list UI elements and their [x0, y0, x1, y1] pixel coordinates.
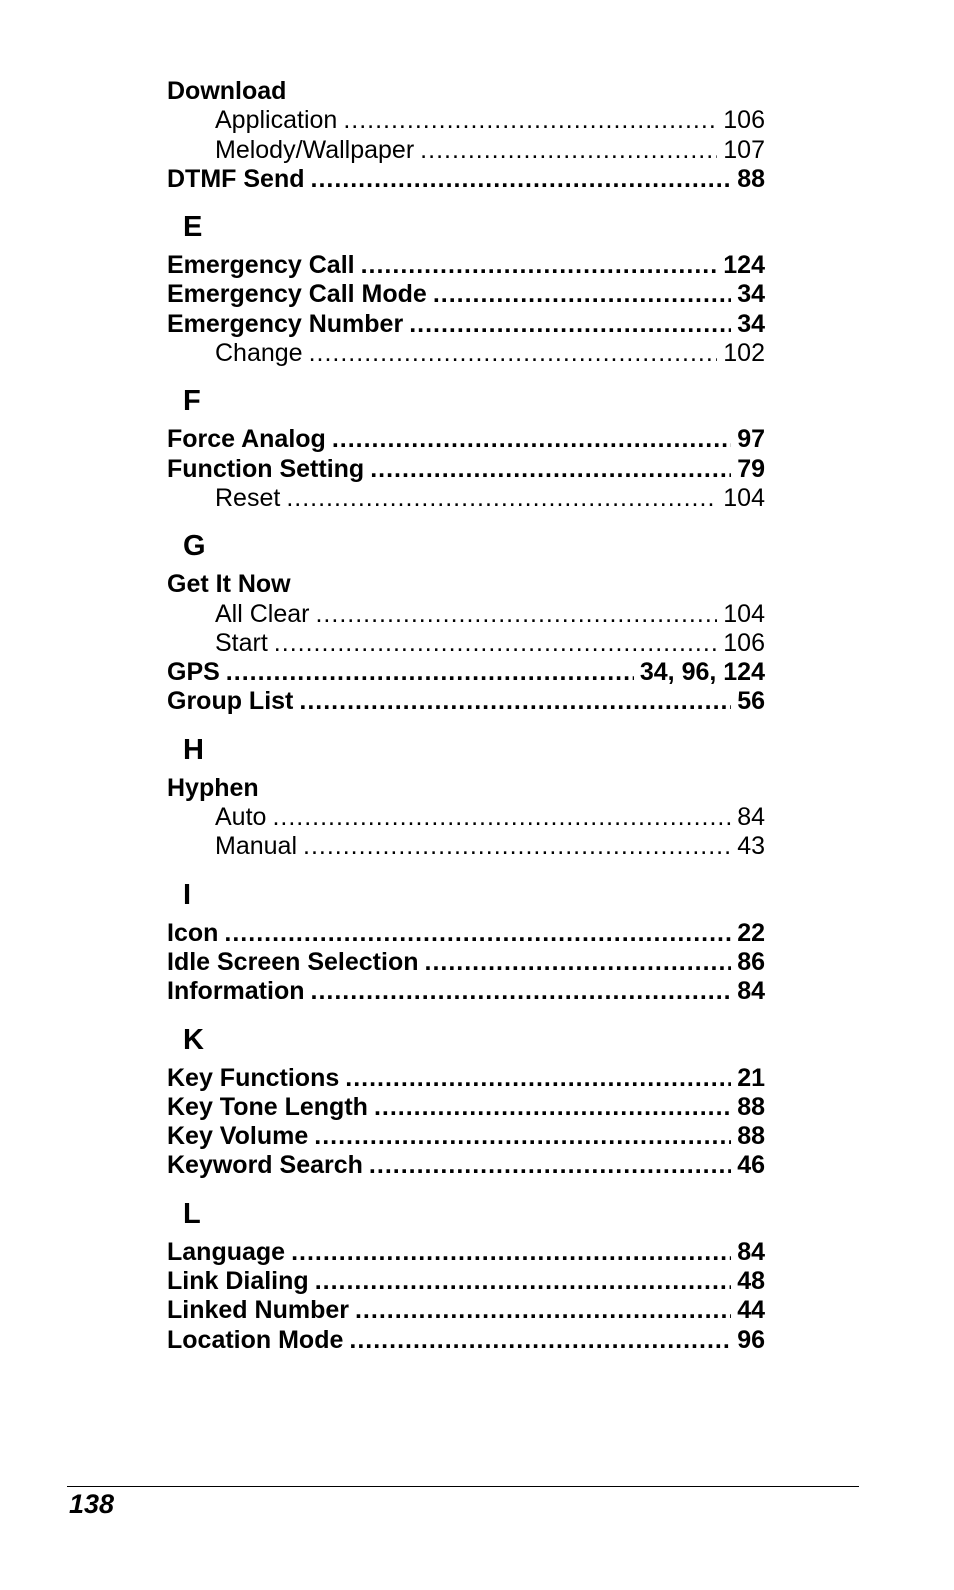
entry-label: Application	[215, 106, 338, 135]
dot-leader	[311, 977, 732, 1006]
entry-label: Auto	[215, 803, 267, 832]
entry-page: 124	[723, 251, 765, 280]
entry-page: 44	[737, 1296, 765, 1325]
dot-leader	[420, 136, 717, 165]
dot-leader	[314, 1122, 731, 1151]
entry-page: 84	[737, 977, 765, 1006]
entry-page: 96	[737, 1325, 765, 1354]
dot-leader	[355, 1296, 731, 1325]
entry-label: Hyphen	[167, 773, 259, 802]
entry-label: All Clear	[215, 599, 310, 628]
dot-leader	[315, 1267, 732, 1296]
entry-label: Get It Now	[167, 570, 291, 599]
entry-page: 34	[737, 280, 765, 309]
index-entry	[167, 1064, 765, 1093]
entry-page: 21	[737, 1063, 765, 1092]
entry-label: Idle Screen Selection	[167, 947, 419, 976]
entry-page: 88	[737, 1092, 765, 1121]
index-group	[167, 1181, 765, 1355]
index-entry	[167, 280, 765, 309]
entry-page: 43	[737, 832, 765, 861]
index-subentry	[167, 106, 765, 135]
dot-leader	[272, 803, 731, 832]
index-entry	[167, 251, 765, 280]
section-letter: I	[183, 878, 192, 911]
entry-label: Information	[167, 977, 305, 1006]
index-entry	[167, 1093, 765, 1122]
index-entry	[167, 774, 765, 803]
index-group	[167, 513, 765, 716]
entry-label: Key Tone Length	[167, 1092, 368, 1121]
entry-label: Change	[215, 339, 303, 368]
entry-page: 56	[737, 687, 765, 716]
entry-page: 48	[737, 1267, 765, 1296]
section-letter: L	[183, 1197, 201, 1230]
entry-label: Melody/Wallpaper	[215, 135, 415, 164]
entry-page: 79	[737, 454, 765, 483]
entry-label: Group List	[167, 687, 294, 716]
entry-label: Manual	[215, 832, 297, 861]
index-entry	[167, 658, 765, 687]
entry-page: 102	[723, 339, 765, 368]
index-group	[167, 862, 765, 1007]
index-entry	[167, 165, 765, 194]
index-subentry	[167, 600, 765, 629]
dot-leader	[361, 251, 718, 280]
entry-page: 84	[737, 1237, 765, 1266]
entry-label: Link Dialing	[167, 1267, 309, 1296]
entry-page: 84	[737, 803, 765, 832]
entry-label: Function Setting	[167, 454, 365, 483]
index-subentry	[167, 484, 765, 513]
entry-label: Emergency Call Mode	[167, 280, 427, 309]
index-entry	[167, 919, 765, 948]
entry-page: 104	[723, 599, 765, 628]
section-letter: K	[183, 1023, 204, 1056]
dot-leader	[409, 310, 731, 339]
entry-page: 104	[723, 483, 765, 512]
entry-page: 34, 96, 124	[639, 658, 765, 687]
entry-label: DTMF Send	[167, 164, 305, 193]
entry-label: Keyword Search	[167, 1151, 363, 1180]
entry-page: 106	[723, 628, 765, 657]
dot-leader	[433, 280, 731, 309]
section-letter: F	[183, 385, 201, 418]
entry-label: Linked Number	[167, 1296, 349, 1325]
entry-label: Reset	[215, 483, 281, 512]
entry-label: Emergency Call	[167, 251, 355, 280]
index-entry	[167, 1151, 765, 1180]
index-entry	[167, 570, 765, 599]
index-group	[167, 1007, 765, 1181]
dot-leader	[369, 1151, 731, 1180]
entry-page: 88	[737, 1122, 765, 1151]
entry-label: Force Analog	[167, 425, 326, 454]
section-letter: G	[183, 530, 206, 563]
dot-leader	[309, 339, 718, 368]
entry-page: 86	[737, 947, 765, 976]
index-entry	[167, 977, 765, 1006]
dot-leader	[299, 687, 731, 716]
index-group	[167, 194, 765, 368]
dot-leader	[315, 600, 717, 629]
entry-label: Location Mode	[167, 1325, 344, 1354]
index-entry	[167, 1122, 765, 1151]
entry-page: 107	[723, 135, 765, 164]
dot-leader	[311, 165, 732, 194]
entry-label: Language	[167, 1237, 286, 1266]
dot-leader	[374, 1093, 731, 1122]
index-group	[167, 77, 765, 194]
dot-leader	[343, 106, 717, 135]
entry-label: Download	[167, 77, 287, 105]
index-entry	[167, 1296, 765, 1325]
entry-label: Key Volume	[167, 1122, 309, 1151]
footer-rule	[67, 1486, 859, 1487]
index-entry	[167, 425, 765, 454]
entry-label: Key Functions	[167, 1063, 340, 1092]
entry-label: Icon	[167, 918, 219, 947]
index-entry	[167, 687, 765, 716]
index-subentry	[167, 832, 765, 861]
dot-leader	[274, 629, 717, 658]
entry-label: GPS	[167, 658, 220, 687]
dot-leader	[224, 919, 731, 948]
index-subentry	[167, 136, 765, 165]
entry-page: 106	[723, 106, 765, 135]
index-entry	[167, 77, 765, 106]
entry-page: 46	[737, 1151, 765, 1180]
dot-leader	[291, 1238, 731, 1267]
entry-page: 88	[737, 164, 765, 193]
dot-leader	[349, 1326, 731, 1355]
dot-leader	[286, 484, 717, 513]
index-entry	[167, 455, 765, 484]
index-subentry	[167, 339, 765, 368]
index-subentry	[167, 803, 765, 832]
index-subentry	[167, 629, 765, 658]
entry-page: 97	[737, 425, 765, 454]
section-letter: H	[183, 733, 204, 766]
entry-label: Start	[215, 628, 268, 657]
index-entry	[167, 1267, 765, 1296]
index-entry	[167, 948, 765, 977]
index-group	[167, 368, 765, 513]
entry-label: Emergency Number	[167, 309, 404, 338]
index-list	[167, 77, 765, 1355]
index-entry	[167, 1238, 765, 1267]
dot-leader	[303, 832, 731, 861]
index-group	[167, 717, 765, 862]
dot-leader	[332, 425, 731, 454]
index-entry	[167, 1326, 765, 1355]
page-number: 138	[69, 1489, 115, 1519]
dot-leader	[370, 455, 731, 484]
dot-leader	[345, 1064, 731, 1093]
dot-leader	[226, 658, 634, 687]
index-entry	[167, 310, 765, 339]
entry-page: 34	[737, 309, 765, 338]
section-letter: E	[183, 211, 203, 244]
entry-page: 22	[737, 918, 765, 947]
dot-leader	[425, 948, 732, 977]
